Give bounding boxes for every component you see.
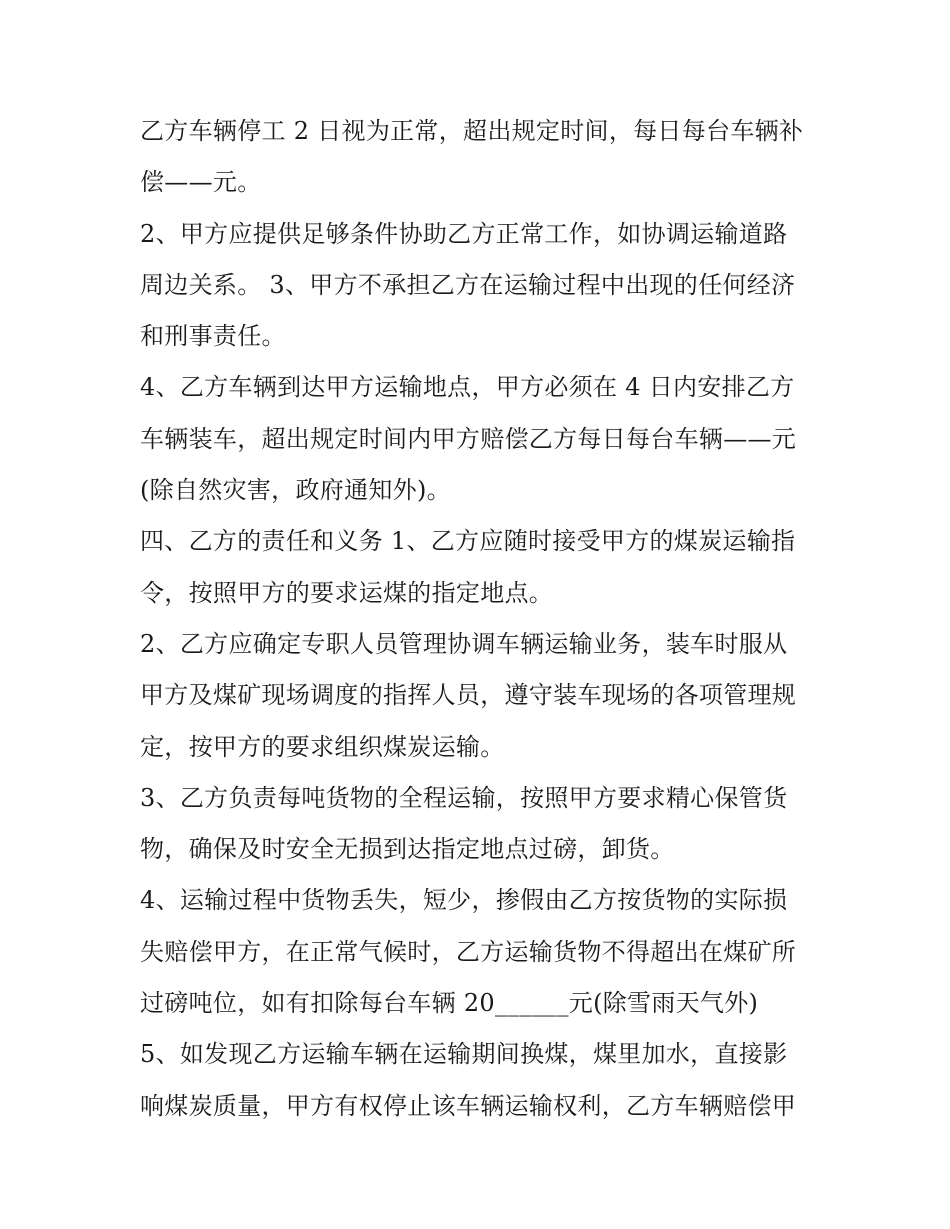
text-line: 5、如发现乙方运输车辆在运输期间换煤，煤里加水，直接影	[140, 1040, 788, 1069]
text-line: 响煤炭质量，甲方有权停止该车辆运输权利，乙方车辆赔偿甲	[140, 1091, 797, 1120]
text-line: 3、乙方负责每吨货物的全程运输，按照甲方要求精心保管货	[140, 783, 788, 812]
text-line: 和刑事责任。	[140, 322, 286, 351]
text-line: 4、乙方车辆到达甲方运输地点，甲方必须在 4 日内安排乙方	[140, 373, 795, 402]
text-line: 4、运输过程中货物丢失，短少，掺假由乙方按货物的实际损	[140, 886, 788, 915]
text-line: 失赔偿甲方，在正常气候时，乙方运输货物不得超出在煤矿所	[140, 937, 797, 966]
text-line: 物，确保及时安全无损到达指定地点过磅，卸货。	[140, 835, 675, 864]
text-line: (除自然灾害，政府通知外)。	[140, 476, 451, 505]
text-line: 四、乙方的责任和义务 1、乙方应随时接受甲方的煤炭运输指	[140, 527, 796, 556]
contract-text-body	[140, 106, 830, 1132]
text-line: 定，按甲方的要求组织煤炭运输。	[140, 732, 505, 761]
text-line: 2、乙方应确定专职人员管理协调车辆运输业务，装车时服从	[140, 629, 788, 658]
text-line: 令，按照甲方的要求运煤的指定地点。	[140, 578, 554, 607]
text-line: 过磅吨位，如有扣除每台车辆 20______元(除雪雨天气外)	[140, 989, 759, 1018]
text-line: 甲方及煤矿现场调度的指挥人员，遵守装车现场的各项管理规	[140, 681, 797, 710]
text-line: 周边关系。 3、甲方不承担乙方在运输过程中出现的任何经济	[140, 270, 796, 299]
text-line: 偿——元。	[140, 168, 262, 197]
text-line: 乙方车辆停工 2 日视为正常，超出规定时间，每日每台车辆补	[140, 117, 804, 145]
text-line: 车辆装车，超出规定时间内甲方赔偿乙方每日每台车辆——元	[140, 424, 797, 453]
text-line: 2、甲方应提供足够条件协助乙方正常工作，如协调运输道路	[140, 219, 788, 248]
